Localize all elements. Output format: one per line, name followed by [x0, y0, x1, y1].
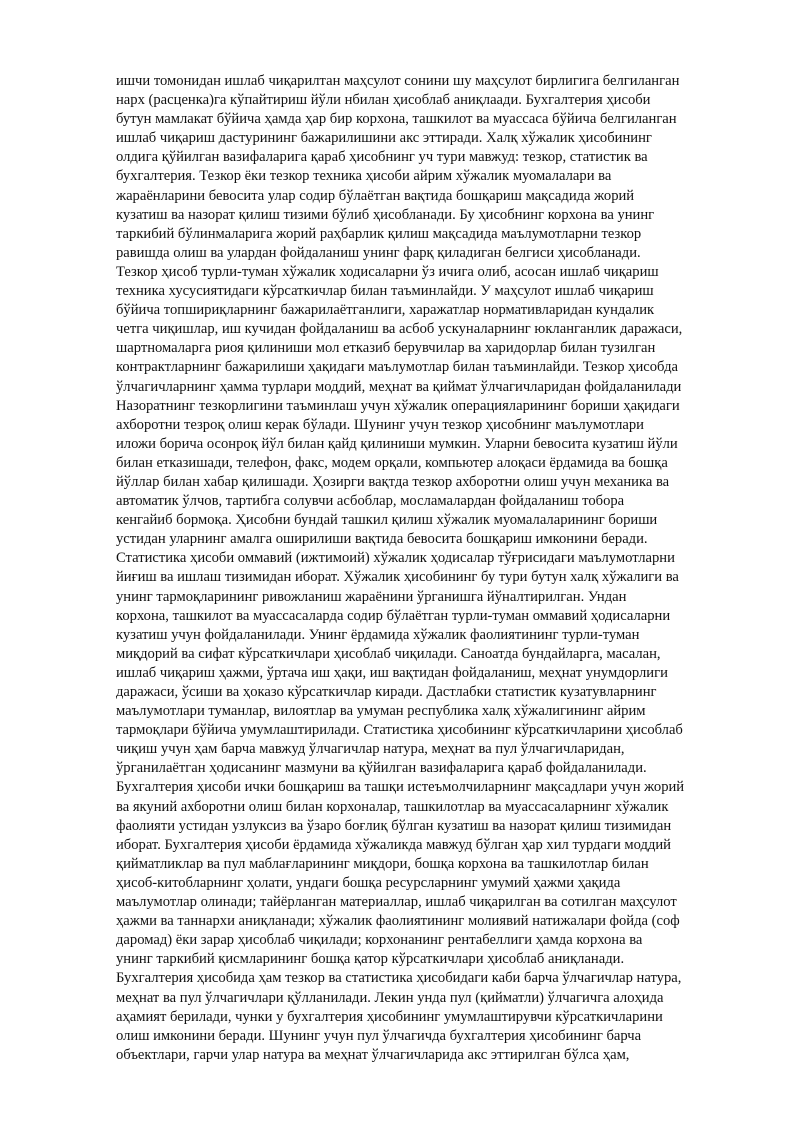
text-line: миқдорий ва сифат кўрсаткичлари ҳисоблаб чиқилади. Саноатда бундайларга, масалан,: [116, 645, 661, 662]
text-line: нарх (расценка)га кўпайтириш йўли нбилан ҳисоблаб аниқлаади. Бухгалтерия ҳисоби: [116, 92, 651, 109]
text-line: иборат. Бухгалтерия ҳисоби ёрдамида хўжаликда мавжуд бўлган ҳар хил турдаги моддий: [116, 836, 671, 853]
text-line: унинг тармоқларининг ривожланиш жараёнини ўрганишга йўналтирилган. Ундан: [116, 588, 627, 605]
text-line: бўйича топшириқларнинг бажарилаётганлиги, харажатлар нормативларидан кундалик: [116, 302, 655, 319]
text-line: олдига қўйилган вазифаларига қараб ҳисобнинг уч тури мавжуд: тезкор, статистик ва: [116, 149, 648, 166]
text-line: устидан уларнинг амалга оширилиши вақтида бевосита бошқариш имконини беради.: [116, 531, 648, 548]
text-line: равишда олиш ва улардан фойдаланиш унинг фарқ қиладиган белгиси ҳисобланади.: [116, 244, 641, 261]
text-line: кузатиш ва назорат қилиш тизими бўлиб ҳисобланади. Бу ҳисобнинг корхона ва унинг: [116, 206, 655, 223]
text-line: бухгалтерия. Тезкор ёки тезкор техника ҳисоби айрим хўжалик муомалалари ва: [116, 168, 612, 185]
text-line: меҳнат ва пул ўлчагичлари қўлланилади. Лекин унда пул (қийматли) ўлчагичга алоҳида: [116, 989, 664, 1006]
text-line: жараёнларини бевосита улар содир бўлаётган вақтида бошқариш мақсадида жорий: [116, 187, 635, 204]
text-line: корхона, ташкилот ва муассасаларда содир бўлаётган турли-туман оммавий ҳодисаларни: [116, 607, 671, 624]
text-line: чиқиш учун ҳам барча мавжуд ўлчагичлар натура, меҳнат ва пул ўлчагичларидан,: [116, 741, 625, 758]
text-line: йўллар билан хабар қилишади. Ҳозирги вақтда тезкор ахборотни олиш учун механика ва: [116, 473, 670, 490]
text-line: шартномаларга риоя қилиниши мол етказиб берувчилар ва харидорлар билан тузилган: [116, 340, 656, 357]
text-line: ва якуний ахборотни олиш билан корхоналар, ташкилотлар ва муассасаларнинг хўжалик: [116, 798, 669, 815]
text-line: кузатиш учун фойдаланилади. Унинг ёрдамида хўжалик фаолиятининг турли-туман: [116, 626, 640, 643]
text-line: аҳамият берилади, чунки у бухгалтерия ҳисобининг умумлаштирувчи кўрсаткичларини: [116, 1008, 663, 1025]
text-line: Бухгалтерия ҳисобида ҳам тезкор ва статистика ҳисобидаги каби барча ўлчагичлар натура,: [116, 970, 682, 987]
text-line: маълумотлари туманлар, вилоятлар ва умуман республика халқ хўжалигининг айрим: [116, 703, 646, 720]
text-line: ўлчагичларнинг ҳамма турлари моддий, меҳнат ва қиймат ўлчагичларидан фойдаланилади: [116, 378, 682, 395]
text-line: билан етказишади, телефон, факс, модем орқали, компьютер алоқаси ёрдамида ва бошқа: [116, 454, 668, 471]
text-line: контрактларнинг бажарилиши ҳақидаги маълумотлар билан таъминлайди. Тезкор ҳисобда: [116, 359, 679, 376]
text-line: қийматликлар ва пул маблағларининг миқдори, бошқа корхона ва ташкилотлар билан: [116, 855, 649, 872]
text-line: ҳисоб-китобларнинг ҳолати, ундаги бошқа ресурсларнинг умумий ҳажми ҳақида: [116, 874, 621, 891]
text-line: маълумотлар олинади; тайёрланган материаллар, ишлаб чиқарилган ва сотилган маҳсулот: [116, 894, 677, 911]
document-body: [116, 72, 746, 1065]
text-line: Назоратнинг тезкорлигини таъминлаш учун хўжалик операцияларининг бориши ҳақидаги: [116, 397, 680, 414]
text-line: тармоқлари бўйича умумлаштирилади. Статистика ҳисобининг кўрсаткичларини ҳисоблаб: [116, 722, 683, 739]
text-line: фаолияти устидан узлуксиз ва ўзаро боғлиқ бўлган кузатиш ва назорат қилиш тизимидан: [116, 817, 672, 834]
text-line: ўрганилаётган ҳодисанинг мазмуни ва қўйилган вазифаларига қараб фойдаланилади.: [116, 760, 647, 777]
text-line: Бухгалтерия ҳисоби ички бошқариш ва ташқи истеъмолчиларнинг мақсадлари учун жорий: [116, 779, 685, 796]
text-line: таркибий бўлинмаларига жорий раҳбарлик қилиш мақсадида маълумотларни тезкор: [116, 225, 642, 242]
text-line: иложи борича осонроқ йўл билан қайд қилиниши мумкин. Уларни бевосита кузатиш йўли: [116, 435, 678, 452]
text-line: ишлаб чиқариш дастурининг бажарилишини акс эттиради. Халқ хўжалик ҳисобининг: [116, 130, 652, 147]
text-line: автоматик ўлчов, тартибга солувчи асбоблар, мосламалардан фойдаланиш тобора: [116, 493, 625, 510]
text-line: ишлаб чиқариш ҳажми, ўртача иш ҳақи, иш вақтидан фойдаланиш, меҳнат унумдорлиги: [116, 664, 668, 681]
text-line: даромад) ёки зарар ҳисоблаб чиқилади; корхонанинг рентабеллиги ҳамда корхона ва: [116, 932, 643, 949]
text-line: кенгайиб бормоқа. Ҳисобни бундай ташкил қилиш хўжалик муомалаларининг бориши: [116, 512, 658, 529]
text-line: Тезкор ҳисоб турли-туман хўжалик ходисаларни ўз ичига олиб, асосан ишлаб чиқариш: [116, 263, 659, 280]
text-line: олиш имконини беради. Шунинг учун пул ўлчагичда бухгалтерия ҳисобининг барча: [116, 1027, 642, 1044]
text-line: объектлари, гарчи улар натура ва меҳнат ўлчагичларида акс эттирилган бўлса ҳам,: [116, 1046, 630, 1063]
text-line: бутун мамлакат бўйича ҳамда ҳар бир корхона, ташкилот ва муассаса бўйича белгиланган: [116, 111, 677, 128]
text-line: Статистика ҳисоби оммавий (ижтимоий) хўжалик ҳодисалар тўғрисидаги маълумотларни: [116, 550, 675, 567]
text-line: ҳажми ва таннархи аниқланади; хўжалик фаолиятининг молиявий натижалари фойда (соф: [116, 913, 680, 930]
text-line: унинг таркибий қисмларининг бошқа қатор кўрсаткичлари ҳисоблаб аниқланади.: [116, 951, 625, 968]
text-line: ишчи томонидан ишлаб чиқарилтан маҳсулот сонини шу маҳсулот бирлигига белгиланган: [116, 73, 680, 89]
text-line: йиғиш ва ишлаш тизимидан иборат. Хўжалик ҳисобининг бу тури бутун халқ хўжалиги ва: [116, 569, 679, 586]
text-line: ахборотни тезроқ олиш керак бўлади. Шунинг учун тезкор ҳисобнинг маълумотлари: [116, 416, 644, 433]
text-line: техника хусусиятидаги кўрсаткичлар билан таъминлайди. У маҳсулот ишлаб чиқариш: [116, 283, 654, 300]
text-line: четга чиқишлар, иш кучидан фойдаланиш ва асбоб ускуналарнинг юкланганлик даражаси,: [116, 321, 683, 338]
text-line: даражаси, ўсиши ва ҳоказо кўрсаткичлар киради. Дастлабки статистик кузатувларнинг: [116, 684, 657, 700]
